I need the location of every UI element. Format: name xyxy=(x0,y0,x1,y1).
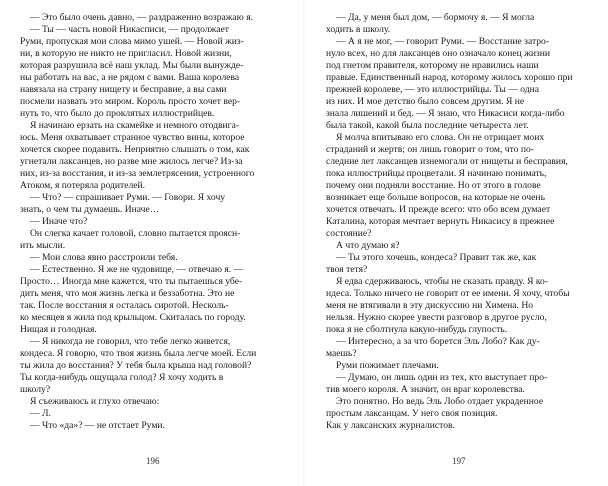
text-line: — А я не мог, — говорит Руми. — Восстание затро- xyxy=(336,36,550,47)
text-line: — Л. xyxy=(30,408,51,419)
text-line: была такой, какой была последние четыреста лет. xyxy=(326,120,529,131)
text-line: так. После восстания я осталась сиротой. Несколь- xyxy=(20,300,229,311)
text-line: нуло всех, но для лаксанцев оно означало конец жизни xyxy=(326,48,551,59)
text-line: которая разрушила всё наш уклад. Мы были вынужде- xyxy=(20,60,244,71)
text-line: ходить в школу. xyxy=(326,24,391,35)
text-line: ко месяцев я жила под крыльцом. Скиталась по городу. xyxy=(20,312,246,323)
left-page xyxy=(20,12,296,482)
text-line: возникает еще больше вопросов, на которые не очень xyxy=(326,192,545,203)
text-line: твоя тетя? xyxy=(326,264,368,275)
text-line: Атоком, я потеряла родителей. xyxy=(20,180,146,191)
text-line: Я едва сдерживаюсь, чтобы не сказать правду. Я ко- xyxy=(336,276,549,287)
text-line: юсь. Меня охватывает странное чувство вины, которое xyxy=(20,132,245,143)
text-line: ты жила до восстания? У тебя была крыша над головой? xyxy=(20,360,252,371)
text-line: почему они подняли восстание. Но от этого в голове xyxy=(326,180,541,191)
text-line: ить мысли. xyxy=(20,240,66,251)
text-line: Как у лаксанских журналистов. xyxy=(326,420,455,431)
text-line: пока я не сболтнула какую-нибудь глупость. xyxy=(326,324,508,335)
text-line: — Думаю, он лишь один из тех, кто выступает про- xyxy=(336,372,548,383)
right-page xyxy=(326,12,602,482)
text-line: маешь? xyxy=(326,348,357,359)
text-line: — Ты этого хочешь, кондеса? Правит так же, как xyxy=(336,252,537,263)
text-line: Я съеживаюсь и глухо отвечаю: xyxy=(30,396,160,407)
text-line: тив моего короля. А значит, он враг королевства. xyxy=(326,384,525,395)
text-line: хочется скорее подавить. Неприятно слышать о том, как xyxy=(20,144,250,155)
text-line: ни, в которую не никто не пригласил. Новой жизни, xyxy=(20,48,232,59)
text-line: — Мои слова явно расстроили тебя. xyxy=(30,252,178,263)
text-line: знать, о чем ты думаешь. Иначе… xyxy=(20,204,160,215)
text-line: Просто… Иногда мне кажется, что ты пытаешься убе- xyxy=(20,276,243,287)
right-page-text xyxy=(326,12,602,432)
text-line: меня не втягивали в эту дискуссию ни Химена. Но xyxy=(326,300,534,311)
text-line: состояние? xyxy=(326,228,372,239)
text-line: — Иначе что? xyxy=(30,216,88,227)
text-line: Нищая и голодная. xyxy=(20,324,97,335)
text-line: — Что? — спрашивает Руми. — Говори. Я хочу xyxy=(30,192,226,203)
text-line: Он слегка качает головой, словно пытается проясн- xyxy=(30,228,241,239)
gutter-shadow xyxy=(303,0,305,486)
text-line: дить меня, что моя жизнь легка и беззаботна. Это не xyxy=(20,288,235,299)
text-line: пока иллюстрийцы процветали. Я начинаю понимать, xyxy=(326,168,547,179)
text-line: Это понятно. Но ведь Эль Лобо отдает украденное xyxy=(336,396,544,407)
right-page-number: 197 xyxy=(452,456,466,466)
text-line: кондеса. Я говорю, что твоя жизнь была легче моей. Если xyxy=(20,348,257,359)
text-line: следние лет лаксанцев изнемогали от нищеты и бесправия, xyxy=(326,156,568,167)
text-line: под гнетом правителя, которому не нравились наши xyxy=(326,60,539,71)
text-line: Каталина, которая мечтает вернуть Никасису в прежнее xyxy=(326,216,555,227)
text-line: простым лаксанцам. У него своя позиция. xyxy=(326,408,498,419)
text-line: страданий и жертв; он лишь говорит о том, что по- xyxy=(326,144,534,155)
text-line: А что думаю я? xyxy=(336,240,400,251)
text-line: — Естественно. Я же не чудовище, — отвечаю я. — xyxy=(30,264,244,275)
text-line: Руми, пропуская мои слова мимо ушей. — Новой жиз- xyxy=(20,36,244,47)
text-line: навязала на страну нищету и бесправие, а вы сами xyxy=(20,84,227,95)
text-line: знала лишений и бед. — Я знаю, что Никасиси когда-либо xyxy=(326,108,565,119)
left-page-number: 196 xyxy=(146,456,160,466)
text-line: нуть то, что было до проклятых иллюстрийцев. xyxy=(20,108,215,119)
text-line: ндеса. Только ничего не говорит от ее имени. Я хочу, чтобы xyxy=(326,288,570,299)
text-line: Руми пожимает плечами. xyxy=(336,360,439,371)
text-line: — Интересно, а за что борется Эль Лобо? Как ду- xyxy=(336,336,540,347)
text-line: — Ты — часть новой Никасписи, — продолжает xyxy=(30,24,229,35)
text-line: Ты когда-нибудь ощущала голод? Я хочу ходить в xyxy=(20,372,224,383)
text-line: ны работать на вас, а не рядом с вами. Ваша королева xyxy=(20,72,240,83)
left-page-text xyxy=(20,12,296,432)
text-line: них, из-за восстания, и из-за землетрясения, устроенного xyxy=(20,168,255,179)
text-line: из них. И мое детство было совсем другим. Я не xyxy=(326,96,525,107)
text-line: школу? xyxy=(20,384,51,395)
text-line: нельзя. Нужно скорее увести разговор в другое русло, xyxy=(326,312,547,323)
text-line: угнетали лаксанцев, но разве мне жилось легче? Из-за xyxy=(20,156,243,167)
text-line: — Я никогда не говорил, что тебе легко живется, xyxy=(30,336,231,347)
text-line: правые. Единственный народ, которому жилось хорошо при xyxy=(326,72,573,83)
text-line: — Это было очень давно, — раздраженно возражаю я. xyxy=(30,12,254,23)
text-line: посмели назвать это миром. Король просто хочет вер- xyxy=(20,96,241,107)
text-line: хочется отвечать. И прежде всего: что обо всем думает xyxy=(326,204,551,215)
text-line: Я начинаю ерзать на скамейке и немного отодвига- xyxy=(30,120,240,131)
text-line: Я молча впитываю его слова. Он не отрицает моих xyxy=(336,132,545,143)
text-line: — Что «да»? — не отстает Руми. xyxy=(30,420,165,431)
text-line: прежней королеве, — это иллюстрийцы. Ты — одна xyxy=(326,84,540,95)
text-line: — Да, у меня был дом, — бормочу я. — Я могла xyxy=(336,12,535,23)
